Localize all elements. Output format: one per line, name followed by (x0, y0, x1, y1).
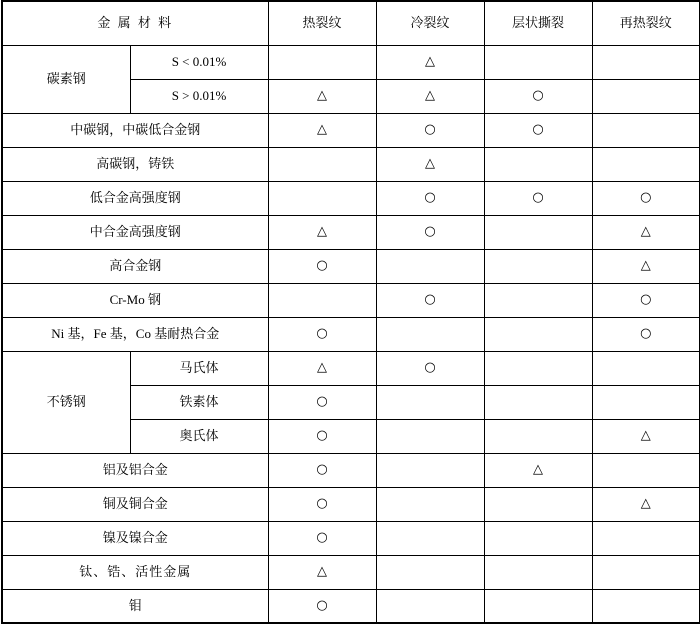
material-label: 钛、锆、活性金属 (2, 555, 268, 589)
cell-reheat-crack (592, 555, 700, 589)
material-label: 钼 (2, 589, 268, 623)
table-row (2, 113, 700, 147)
cell-lamellar-tear (484, 487, 592, 521)
cell-reheat-crack (592, 79, 700, 113)
table-header (2, 1, 700, 45)
cell-cold-crack: △ (376, 147, 484, 181)
cell-lamellar-tear (484, 385, 592, 419)
header-hot-crack: 热裂纹 (268, 1, 376, 45)
cell-hot-crack: ○ (268, 589, 376, 623)
cell-hot-crack: ○ (268, 419, 376, 453)
header-row (2, 1, 700, 45)
table-row (2, 249, 700, 283)
cell-cold-crack: ○ (376, 283, 484, 317)
cell-hot-crack (268, 147, 376, 181)
cell-cold-crack (376, 419, 484, 453)
cell-cold-crack (376, 555, 484, 589)
material-label: 中碳钢，中碳低合金钢 (2, 113, 268, 147)
crack-susceptibility-table (1, 0, 700, 624)
header-reheat-crack: 再热裂纹 (592, 1, 700, 45)
cell-lamellar-tear (484, 555, 592, 589)
cell-hot-crack: ○ (268, 453, 376, 487)
cell-hot-crack (268, 45, 376, 79)
cell-lamellar-tear: △ (484, 453, 592, 487)
cell-hot-crack (268, 181, 376, 215)
cell-lamellar-tear (484, 283, 592, 317)
cell-reheat-crack: ○ (592, 181, 700, 215)
material-group-carbon-steel: 碳素钢 (2, 45, 130, 113)
table-row (2, 555, 700, 589)
cell-cold-crack: △ (376, 45, 484, 79)
table-row (2, 317, 700, 351)
table-row (2, 283, 700, 317)
cell-lamellar-tear: ○ (484, 181, 592, 215)
table-row (2, 453, 700, 487)
table-row (2, 487, 700, 521)
cell-lamellar-tear: ○ (484, 79, 592, 113)
cell-hot-crack: △ (268, 555, 376, 589)
table-row (2, 147, 700, 181)
cell-lamellar-tear (484, 351, 592, 385)
cell-lamellar-tear: ○ (484, 113, 592, 147)
cell-hot-crack: △ (268, 79, 376, 113)
table-row (2, 215, 700, 249)
cell-cold-crack (376, 317, 484, 351)
header-lamellar-tear: 层状撕裂 (484, 1, 592, 45)
material-group-stainless-steel: 不锈钢 (2, 351, 130, 453)
table-row (2, 45, 700, 79)
cell-reheat-crack (592, 453, 700, 487)
cell-cold-crack (376, 487, 484, 521)
cell-cold-crack (376, 385, 484, 419)
material-label: 铝及铝合金 (2, 453, 268, 487)
cell-lamellar-tear (484, 521, 592, 555)
cell-reheat-crack (592, 351, 700, 385)
cell-cold-crack (376, 453, 484, 487)
material-label: Ni 基，Fe 基，Co 基耐热合金 (2, 317, 268, 351)
material-label: 高合金钢 (2, 249, 268, 283)
material-sub-label: 马氏体 (130, 351, 268, 385)
cell-hot-crack: ○ (268, 317, 376, 351)
table-row (2, 521, 700, 555)
cell-lamellar-tear (484, 249, 592, 283)
cell-cold-crack (376, 521, 484, 555)
cell-cold-crack: ○ (376, 181, 484, 215)
material-label: 高碳钢，铸铁 (2, 147, 268, 181)
table-body (2, 45, 700, 623)
material-label: Cr-Mo 钢 (2, 283, 268, 317)
cell-lamellar-tear (484, 317, 592, 351)
material-sub-label: 铁素体 (130, 385, 268, 419)
cell-reheat-crack (592, 147, 700, 181)
cell-hot-crack: △ (268, 215, 376, 249)
cell-cold-crack (376, 249, 484, 283)
material-sub-label: S > 0.01% (130, 79, 268, 113)
cell-hot-crack: ○ (268, 249, 376, 283)
cell-lamellar-tear (484, 147, 592, 181)
table-row (2, 181, 700, 215)
cell-lamellar-tear (484, 45, 592, 79)
cell-reheat-crack: △ (592, 249, 700, 283)
header-cold-crack: 冷裂纹 (376, 1, 484, 45)
table-row (2, 351, 700, 385)
material-label: 铜及铜合金 (2, 487, 268, 521)
cell-reheat-crack: △ (592, 419, 700, 453)
cell-reheat-crack (592, 113, 700, 147)
material-label: 低合金高强度钢 (2, 181, 268, 215)
cell-lamellar-tear (484, 419, 592, 453)
cell-reheat-crack: ○ (592, 283, 700, 317)
cell-hot-crack: ○ (268, 521, 376, 555)
material-label: 中合金高强度钢 (2, 215, 268, 249)
cell-reheat-crack: ○ (592, 317, 700, 351)
cell-hot-crack: △ (268, 351, 376, 385)
cell-reheat-crack (592, 45, 700, 79)
cell-lamellar-tear (484, 215, 592, 249)
cell-cold-crack: ○ (376, 113, 484, 147)
cell-cold-crack: ○ (376, 215, 484, 249)
material-sub-label: 奥氏体 (130, 419, 268, 453)
cell-hot-crack (268, 283, 376, 317)
material-sub-label: S < 0.01% (130, 45, 268, 79)
cell-hot-crack: ○ (268, 487, 376, 521)
material-label: 镍及镍合金 (2, 521, 268, 555)
cell-cold-crack: ○ (376, 351, 484, 385)
header-material: 金 属 材 料 (2, 1, 268, 45)
cell-hot-crack: ○ (268, 385, 376, 419)
cell-reheat-crack: △ (592, 215, 700, 249)
cell-reheat-crack: △ (592, 487, 700, 521)
cell-reheat-crack (592, 385, 700, 419)
cell-hot-crack: △ (268, 113, 376, 147)
cell-reheat-crack (592, 521, 700, 555)
cell-cold-crack: △ (376, 79, 484, 113)
